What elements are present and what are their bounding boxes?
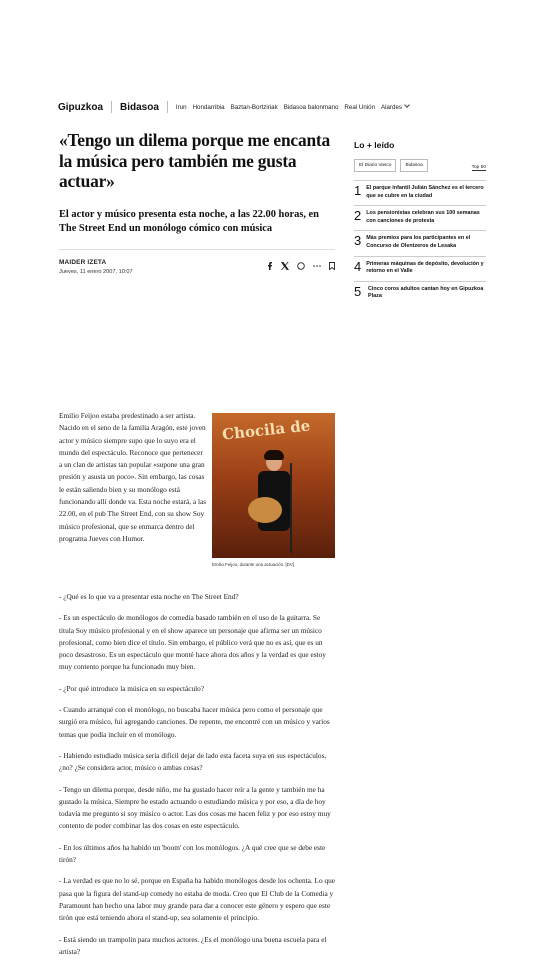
paragraph: - Cuando arranqué con el monólogo, no buscaba hacer música pero como el personaje que surgió era músico, fui agregando canciones. De repente, me encontré con un músico y varios temas que podía incluir en el monólogo. [59, 705, 330, 739]
list-item[interactable] [354, 205, 486, 230]
photo-caption: Emilio Feijoo, durante una actuación. [DV] [212, 562, 295, 567]
most-read-list [354, 180, 486, 306]
filter-bidasoa[interactable]: Bidasoa [400, 159, 427, 172]
article-intro: Emilio Feijoo estaba predestinado a ser artista. Nacido en el seno de la familia Aragón, este joven actor y músico siempre supo que lo suyo era el mundo del espectáculo. Reconoce que pertenecer a un clan de artistas tan popular «supone una gran presión y asusta un poco». Sin embargo, las cosas le están saliendo bien y su monólogo está funcionando allí donde va. Esta noche estará, a las 22.00, en el pub The Street End, con su show Soy músico profesional, que se enmarca dentro del programa Jueves con Humor. [59, 411, 207, 543]
nav-item-alardes[interactable] [381, 104, 409, 111]
article-photo[interactable] [212, 413, 335, 558]
paragraph: - Habiendo estudiado música sería difícil dejar de lado esta faceta suya en sus espectáculos, ¿no? ¿Se considera actor, músico o ambas cosas? [59, 750, 327, 773]
list-item[interactable] [354, 256, 486, 281]
nav-divider [167, 101, 168, 113]
nav-item-real-union[interactable]: Real Unión [344, 103, 376, 111]
list-item[interactable] [354, 180, 486, 205]
rank-headline[interactable]: El parque infantil Julián Sánchez es el tercero que se cubre en la ciudad [366, 185, 484, 199]
more-icon[interactable] [313, 262, 321, 273]
whatsapp-icon[interactable] [297, 262, 305, 273]
nav-item-baztan[interactable]: Baztan-Bortziriak [230, 103, 278, 111]
publish-date: Jueves, 11 enero 2007, 10:07 [59, 268, 133, 275]
list-item[interactable] [354, 281, 486, 306]
microphone-stand [290, 463, 292, 553]
rank-headline[interactable]: Más premios para los participantes en el Concurso de Olentzeros de Lesaka [366, 235, 471, 249]
author-name[interactable]: MAIDER IZETA [59, 258, 107, 266]
article-title: «Tengo un dilema porque me encanta la música pero también me gusta actuar» [59, 130, 330, 191]
rank-number: 2 [354, 208, 362, 224]
performer-illustration [254, 453, 294, 553]
rank-number: 1 [354, 183, 362, 198]
paragraph: - Está siendo un trampolín para muchos actores. ¿Es el monólogo una buena escuela para el artista? [59, 934, 327, 956]
top-50-link[interactable]: Top 50 [471, 165, 486, 170]
share-bar [267, 262, 335, 273]
article-subtitle: El actor y músico presenta esta noche, a las 22.00 horas, en The Street End un monólogo cómico con música [59, 208, 319, 234]
most-read-title: Lo + leído [354, 140, 395, 150]
nav-item-hondarribia[interactable]: Hondarribia [192, 103, 225, 111]
byline [59, 249, 335, 275]
twitter-icon[interactable] [281, 262, 289, 273]
chevron-down-icon [404, 102, 410, 108]
paragraph: - Es un espectáculo de monólogos de comedia basado también en el uso de la guitarra. Se titula Soy músico profesional y en el show aparece un personaje que afirma ser un músico profesional, como bien dice el título. Sin embargo, el público verá que no es así, que es un poco desastroso. Es un espectáculo que monté hace ahora dos años y la verdad es que estoy muy contento porque ha funcionado muy bien. [59, 613, 326, 672]
facebook-icon[interactable] [267, 262, 273, 273]
photo-sign: Chocila de [221, 416, 312, 444]
nav-item-balonmano[interactable]: Bidasoa balonmano [283, 103, 339, 111]
top-nav [58, 99, 488, 115]
nav-item-alardes-label: Alardes [381, 103, 403, 111]
paragraph: - La verdad es que no lo sé, porque en España ha habido monólogos desde los ochenta. Lo que pasa que la figura del stand-up comedy no estaba de moda. Creo que El Club de la Comedia y Paramount han hecho una labor muy grande para dar a conocer este género y espero que este tirón que está teniendo ahora el stand-up, sea solamente el principio. [59, 876, 335, 923]
article-body [59, 591, 335, 967]
paragraph: - Tengo un dilema porque, desde niño, me ha gustado hacer reír a la gente y también me ha gustado la música. Siempre he estado actuando o estudiando música y por eso, a día de hoy todavía me pregunto si soy músico o actor. Las dos cosas me hacen feliz y por eso estoy muy contento de poder combinar las dos cosas en este espectáculo. [59, 784, 331, 831]
article [59, 130, 335, 956]
rank-headline[interactable]: Los pensionistas celebran sus 100 semanas con canciones de protesta [366, 210, 480, 224]
paragraph: - En los últimos años ha habido un 'boom' con los monólogos. ¿A qué cree que se debe este tirón? [59, 842, 326, 865]
most-read-sidebar [354, 140, 486, 306]
paragraph: - ¿Por qué introduce la música en su espectáculo? [59, 683, 205, 693]
paragraph: - ¿Qué es lo que va a presentar esta noche en The Street End? [59, 592, 239, 601]
nav-item-irun[interactable]: Irun [175, 103, 187, 111]
filter-diario-vasco[interactable]: El Diario Vasco [354, 159, 396, 172]
list-item[interactable] [354, 230, 486, 255]
nav-section-gipuzkoa[interactable]: Gipuzkoa [58, 101, 104, 113]
nav-divider [111, 101, 112, 113]
most-read-filters [354, 159, 486, 172]
bookmark-icon[interactable] [329, 262, 335, 273]
rank-number: 3 [354, 233, 362, 249]
article-figure [212, 413, 335, 567]
nav-subsection-bidasoa[interactable]: Bidasoa [120, 101, 159, 113]
rank-number: 5 [354, 283, 362, 299]
rank-headline[interactable]: Cinco coros adultos cantan hoy en Gipuzkoa Plaza [368, 285, 484, 300]
rank-number: 4 [354, 258, 362, 274]
rank-headline[interactable]: Primeras máquinas de depósito, devolución y retorno en el Valle [366, 260, 484, 275]
